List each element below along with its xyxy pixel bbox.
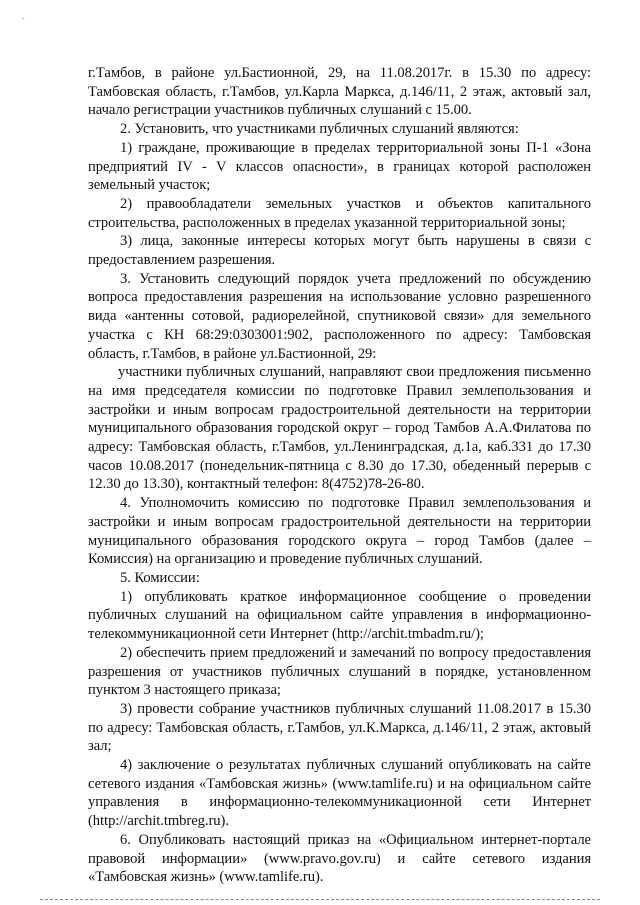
paragraph-item-5: 5. Комиссии: — [120, 569, 200, 586]
paragraph-item-6: 6. Опубликовать настоящий приказ на «Официальном интернет-портале правовой информации» (www.pravo.gov.ru) и сайте сетевого издания «Тамбовская жизнь» (www.tamlife.ru). — [88, 831, 591, 886]
paragraph-item-2: 2. Установить, что участниками публичных слушаний являются: — [120, 121, 519, 138]
paragraph-commission-4: 4) заключение о результатах публичных слушаний опубликовать на сайте сетевого издания «Тамбовская жизнь» (www.tamlife.ru) и на официальном сайте управления в информационно-телекоммуникационной сети Интернет (http://archit.tmbreg.ru). — [88, 757, 591, 830]
paragraph-participants-1: 1) граждане, проживающие в пределах территориальной зоны П-1 «Зона предприятий IV - V классов опасности», в границах которой расположен земельный участок; — [88, 139, 591, 194]
paragraph-item-3: 3. Установить следующий порядок учета предложений по обсуждению вопроса предоставления разрешения на использование условно разрешенного вида «антенны сотовой, радиорелейной, спутниковой связи» для земельного участка с КН 68:29:0303001:902, расположенного по адресу: Тамбовская область, г.Тамбов, в районе ул.Бастионной, 29: — [88, 270, 591, 362]
paragraph-commission-1: 1) опубликовать краткое информационное сообщение о проведении публичных слушаний на официальном сайте управления в информационно-телекоммуникационной сети Интернет (http://archit.tmbadm.ru/); — [88, 588, 591, 643]
paragraph-commission-2: 2) обеспечить прием предложений и замечаний по вопросу предоставления разрешения от участников публичных слушаний в порядке, установленном пунктом 3 настоящего приказа; — [88, 644, 591, 699]
paragraph-proposals-procedure: участники публичных слушаний, направляют свои предложения письменно на имя председателя комиссии по подготовке Правил землепользования и застройки и иным вопросам градостроительной деятельности на территории муниципального образования городской округ – город Тамбов А.А.Филатова по адресу: Тамбовская область, г.Тамбов, ул.Ленинградская, д.1а, каб.331 до 17.30 часов 10.08.2017 (понедельник-пятница с 8.30 до 17.30, обеденный перерыв с 12.30 до 13.30), контактный телефон: 8(4752)78-26-80. — [88, 364, 591, 493]
paragraph-participants-3: 3) лица, законные интересы которых могут быть нарушены в связи с предоставлением разрешения. — [88, 233, 591, 269]
page-bottom-divider — [40, 899, 600, 900]
paragraph-commission-3: 3) провести собрание участников публичных слушаний 11.08.2017 в 15.30 по адресу: Тамбовская область, г.Тамбов, ул.К.Маркса, д.146/11, 2 этаж, актовый зал; — [88, 700, 591, 755]
paragraph-hearing-location: г.Тамбов, в районе ул.Бастионной, 29, на 11.08.2017г. в 15.30 по адресу: Тамбовская область, г.Тамбов, ул.Карла Маркса, д.146/11, 2 этаж, актовый зал, начало регистрации участников публичных слушаний с 15.00. — [88, 65, 591, 119]
corner-mark: - — [22, 14, 25, 23]
document-body — [88, 64, 591, 887]
paragraph-participants-2: 2) правообладатели земельных участков и объектов капитального строительства, расположенных в пределах указанной территориальной зоны; — [88, 195, 591, 231]
paragraph-item-4: 4. Уполномочить комиссию по подготовке Правил землепользования и застройки и иным вопросам градостроительной деятельности на территории муниципального образования городского округа – город Тамбов (далее – Комиссия) на организацию и проведение публичных слушаний. — [88, 495, 591, 568]
